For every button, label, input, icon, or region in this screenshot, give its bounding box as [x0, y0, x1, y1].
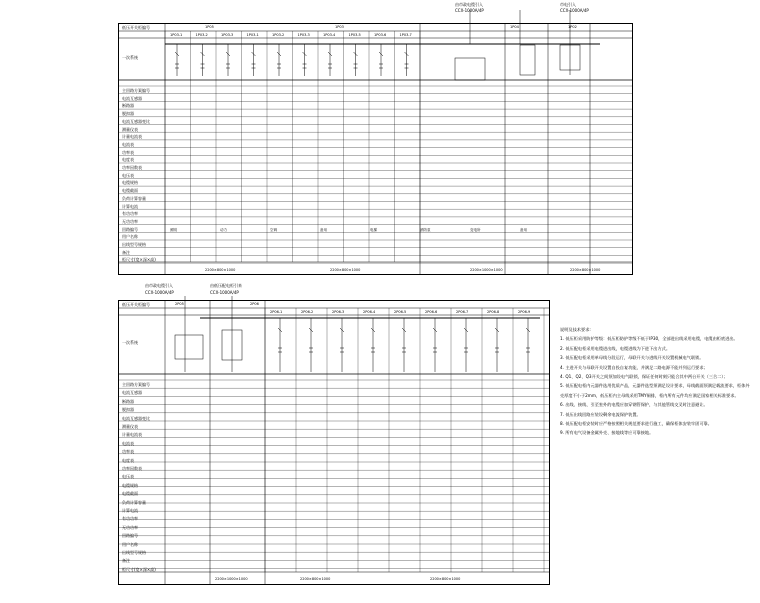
note-item: 9. 所有电气设备金属外壳、接地线等应可靠接地。: [560, 430, 654, 436]
bottom-feeder-note-a: 由市政电缆引入: [145, 283, 173, 288]
top-feeder-note-d: CCX-1000A/4P: [560, 8, 589, 13]
bottom-cabinet: 2P06: [250, 302, 259, 306]
bottom-feeder-note-b: CCX-1000A/4P: [145, 290, 174, 295]
bottom-size: 2200×800×1000: [430, 577, 461, 581]
bottom-size: 2200×800×1000: [300, 577, 331, 581]
top-feeder-note-b: CCX-1000A/4P: [455, 8, 484, 13]
top-user-name: 消防泵: [420, 228, 431, 232]
note-item: 8. 低压配电柜安装时应严格按照相关规范要求进行施工，确保柜体安装牢固可靠。: [560, 421, 712, 427]
top-circuit-label: 1P03-3: [221, 33, 234, 37]
top-circuit-label: 1P03-5: [348, 33, 361, 37]
bottom-size: 2200×1000×1000: [215, 577, 248, 581]
bottom-row-label: 电缆截面: [122, 491, 138, 497]
note-item: 4. Q1、Q2、Q3开关之间须加设电气联锁，保证任何时刻只能合其中两台开关（三合二）；: [560, 374, 728, 380]
top-feeder-note-a: 由市政电缆引入: [455, 2, 483, 7]
top-row-label: 回路编号: [122, 226, 138, 232]
top-row-label: 负荷计算容量: [122, 195, 146, 201]
top-meter-box: [455, 58, 485, 80]
top-row-label: 电流表: [122, 141, 134, 147]
top-row-label: 备注: [122, 249, 130, 255]
top-size: 2200×800×1000: [330, 268, 361, 272]
bottom-feeder-note-c: 由低压配电柜引来: [210, 283, 242, 288]
bottom-row-label: 脱扣器: [122, 407, 134, 413]
note-item: 1. 低压柜采用防护等级：低压柜防护等级不低于IP30，全部进出线采用电缆，电缆由柜底进出。: [560, 336, 738, 342]
top-row-label: 电压表: [122, 172, 134, 178]
top-header-label: 低压开关柜编号: [122, 25, 150, 30]
top-circuit-label: 1P03-6: [374, 33, 387, 37]
top-row-label: 电度表: [122, 157, 134, 163]
bottom-row-label: 电度表: [122, 457, 134, 463]
bottom-row-label: 电缆规格: [122, 482, 138, 488]
top-row-label: 计量电流表: [122, 134, 142, 140]
bottom-row-label: 电流表: [122, 440, 134, 446]
bottom-row-label: 计量电流表: [122, 432, 142, 438]
bottom-feeder-note-d: CCX-1000A/4P: [210, 290, 239, 295]
bottom-circuit-label: 2P06-8: [487, 310, 500, 314]
bottom-row-label: 主回路方案编号: [122, 382, 150, 387]
top-user-name: 照明: [170, 228, 177, 232]
top-size: 2200×1000×1000: [470, 268, 503, 272]
top-row-label: 出线型号规格: [122, 242, 146, 247]
top-row-label: 用户名称: [122, 234, 138, 240]
top-circuit-label: 1P03-3: [297, 33, 310, 37]
top-row-label: 电缆截面: [122, 188, 138, 194]
bottom-diagram-label: 一次系统: [122, 340, 138, 345]
bottom-row-label: 备注: [122, 558, 130, 564]
top-cabinet: 1P03: [335, 25, 344, 29]
top-user-name: 空调: [270, 228, 277, 232]
top-cabinet: 1P04: [510, 25, 519, 29]
bottom-row-label: 出线型号规格: [122, 550, 146, 555]
bottom-row-label: 用户名称: [122, 541, 138, 547]
bottom-row-label: 柜尺寸(宽×深×高): [122, 566, 156, 572]
top-diagram-label: 一次系统: [122, 55, 138, 60]
bottom-circuit-label: 2P06-5: [394, 310, 407, 314]
top-user-name: 备用: [320, 228, 327, 232]
top-user-name: 备用: [520, 228, 527, 232]
bottom-header-label: 低压开关柜编号: [122, 302, 150, 307]
bottom-row-label: 有功功率: [122, 516, 138, 522]
top-row-label: 断路器: [122, 103, 134, 109]
top-circuit-label: 1P03-7: [399, 33, 412, 37]
bottom-row-label: 功率表: [122, 449, 134, 455]
bottom-circuit-label: 2P06-1: [270, 310, 283, 314]
top-circuit-label: 1P03-1: [170, 33, 183, 37]
bottom-row-label: 负荷计算容量: [122, 499, 146, 505]
bottom-row-label: 回路编号: [122, 533, 138, 539]
note-item: 3. 低压配电柜采用单母线分段运行，母联开关与进线开关设置机械电气联锁。: [560, 355, 704, 361]
top-row-label: 无功功率: [122, 218, 138, 224]
top-cabinet: 1P02: [568, 25, 577, 29]
notes-title: 说明及技术要求:: [560, 327, 591, 332]
note-item: 6. 出线、接线、引至室外的电缆应加穿钢管保护，与其他管线交叉时注意避让。: [560, 402, 708, 408]
bottom-circuit-label: 2P06-3: [332, 310, 345, 314]
top-size: 2200×800×1000: [205, 268, 236, 272]
bottom-circuit-label: 2P06-2: [301, 310, 314, 314]
bottom-row-label: 计算电流: [122, 508, 138, 513]
top-row-label: 电缆规格: [122, 180, 138, 186]
bottom-circuit-label: 2P06-9: [518, 310, 531, 314]
top-circuit-label: 1P03-4: [323, 33, 336, 37]
note-item: 4. 主进开关与母联开关设置自投自复功能，并满足二路电源不能并列运行要求；: [560, 364, 708, 370]
note-item: 2. 低压配电柜采用电缆进出线，电缆进线为下进下出方式。: [560, 345, 671, 351]
bottom-row-label: 电流互感器变比: [122, 415, 150, 421]
top-circuit-label: 1P03-1: [246, 33, 259, 37]
bottom-row-label: 电压表: [122, 474, 134, 480]
bottom-row-label: 测量仪表: [122, 424, 138, 429]
top-row-label: 测量仪表: [122, 126, 138, 132]
top-row-label: 脱扣器: [122, 111, 134, 117]
bottom-row-label: 电流互感器: [122, 390, 142, 396]
bottom-circuit-label: 2P06-7: [456, 310, 469, 314]
note-item: 5. 低压配电柜内元器件选用优质产品，元器件选型须满足设计要求，母线截面须满足载流要求，柜体外壳厚度不小于2mm，低压柜内主母线采用TMY铜排，柜内所有元件均应满足国家相关标准要求。: [560, 383, 750, 398]
bottom-circuit-label: 2P06-4: [363, 310, 376, 314]
top-user-name: 电梯: [370, 228, 377, 232]
top-row-label: 柜尺寸(宽×深×高): [122, 257, 156, 263]
top-capacitor-box: [520, 45, 535, 75]
top-row-label: 有功功率: [122, 211, 138, 217]
top-user-name: 动力: [220, 228, 227, 232]
top-cabinet: 1P05: [205, 25, 214, 29]
bottom-row-label: 功率因数表: [122, 466, 142, 471]
top-row-label: 电流互感器: [122, 95, 142, 101]
top-size: 2200×800×1000: [570, 268, 601, 272]
bottom-row-label: 断路器: [122, 398, 134, 404]
bottom-meter-box: [175, 335, 203, 359]
top-user-name: 变电所: [470, 228, 481, 232]
top-circuit-label: 1P03-2: [272, 33, 285, 37]
top-row-label: 主回路方案编号: [122, 88, 150, 93]
bottom-circuit-label: 2P06-6: [425, 310, 438, 314]
bottom-cabinet: 2P05: [175, 302, 184, 306]
bottom-row-label: 无功功率: [122, 524, 138, 530]
note-item: 7. 低压出线回路应装设剩余电流保护装置。: [560, 411, 641, 417]
top-feeder-note-c: 市电引入: [560, 2, 576, 7]
top-row-label: 计算电流: [122, 203, 138, 209]
top-row-label: 电流互感器变比: [122, 118, 150, 124]
top-row-label: 功率表: [122, 149, 134, 155]
top-circuit-label: 1P03-2: [195, 33, 208, 37]
top-row-label: 功率因数表: [122, 165, 142, 170]
